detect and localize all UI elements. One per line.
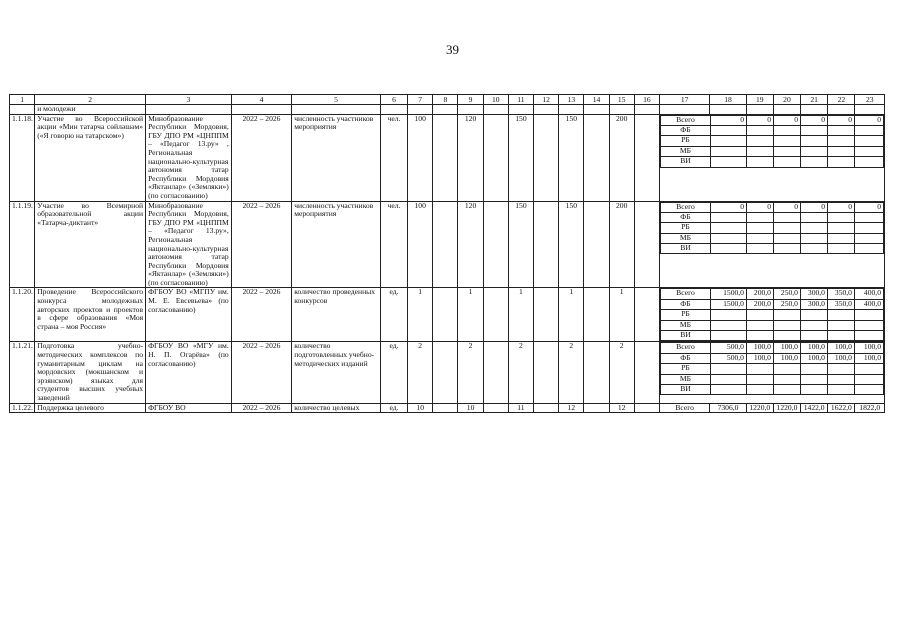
item-number: 1.1.20.	[10, 288, 35, 342]
finance-value	[827, 146, 854, 156]
indicator-value-13: 12	[559, 403, 584, 413]
indicator-value-13: 150	[559, 114, 584, 201]
finance-value: 100,0	[773, 343, 800, 353]
finance-value	[800, 384, 827, 394]
finance-value: 1220,0	[746, 403, 773, 413]
finance-row	[660, 374, 883, 384]
finance-value	[800, 212, 827, 222]
finance-value: 0	[746, 115, 773, 125]
finance-row	[660, 202, 883, 212]
column-number-1: 1	[10, 95, 35, 105]
indicator-value-14	[584, 288, 609, 342]
column-number-23: 23	[855, 95, 885, 105]
finance-row	[660, 115, 883, 125]
finance-value	[773, 136, 800, 146]
column-number-17: 17	[659, 95, 709, 105]
column-number-2: 2	[35, 95, 146, 105]
indicator-value-7: 1	[408, 288, 433, 342]
finance-value	[710, 364, 746, 374]
indicator-value-16	[634, 201, 659, 288]
fund-label: ВИ	[660, 331, 710, 341]
period: 2022 – 2026	[231, 201, 291, 288]
indicator-value-15: 200	[609, 201, 634, 288]
column-number-9: 9	[458, 95, 483, 105]
column-number-7: 7	[408, 95, 433, 105]
fund-label: ВИ	[660, 384, 710, 394]
indicator-value-7: 100	[408, 201, 433, 288]
unit: ед.	[380, 403, 407, 413]
fund-label: ФБ	[660, 212, 710, 222]
finance-value	[800, 125, 827, 135]
unit: ед.	[380, 342, 407, 403]
column-number-10: 10	[483, 95, 508, 105]
finance-value	[827, 136, 854, 146]
finance-value	[854, 244, 883, 254]
fund-label: МБ	[660, 146, 710, 156]
finance-value	[773, 364, 800, 374]
finance-value	[827, 364, 854, 374]
item-name: Поддержка целевого	[35, 403, 146, 413]
column-number-3: 3	[146, 95, 232, 105]
finance-value	[746, 223, 773, 233]
finance-value: 0	[773, 115, 800, 125]
finance-value: 200,0	[746, 299, 773, 309]
finance-table	[660, 202, 884, 255]
indicator-value-9: 120	[458, 114, 483, 201]
finance-value	[773, 244, 800, 254]
indicator-value-15: 1	[609, 288, 634, 342]
item-name: Участие во Всемирной образовательной акции «Татарча-диктант»	[35, 201, 146, 288]
indicator-value-9: 120	[458, 201, 483, 288]
continuation-row	[10, 105, 885, 115]
finance-value	[710, 157, 746, 167]
indicator: численность участников мероприятия	[292, 114, 381, 201]
finance-value: 100,0	[773, 353, 800, 363]
finance-value: 0	[800, 202, 827, 212]
executor: Минобразование Республики Мордовия, ГБУ ДПО РМ «ЦНППМ – «Педагог 13.ру», Региональная национально-культурная автономия татар Республики Мордовия «Яктанлар» («Земляки») (по согласованию)	[146, 201, 232, 288]
finance-value: 1220,0	[773, 403, 800, 413]
finance-value	[800, 136, 827, 146]
finance-value	[746, 364, 773, 374]
finance-value	[854, 364, 883, 374]
indicator-value-12	[534, 342, 559, 403]
finance-value	[827, 320, 854, 330]
indicator-value-15: 2	[609, 342, 634, 403]
table-row	[10, 114, 885, 201]
fund-label: МБ	[660, 320, 710, 330]
finance-value: 0	[746, 202, 773, 212]
finance-value: 100,0	[827, 353, 854, 363]
executor: Минобразование Республики Мордовия, ГБУ ДПО РМ «ЦНППМ – «Педагог 13.ру» , Региональная национально-культурная автономия татар Республики Мордовия «Яктанлар» («Земляки») (по согласованию)	[146, 114, 232, 201]
finance-row	[660, 310, 883, 320]
item-number: 1.1.22.	[10, 403, 35, 413]
finance-value: 350,0	[827, 299, 854, 309]
indicator-value-7: 10	[408, 403, 433, 413]
column-number-8: 8	[433, 95, 458, 105]
fund-label: Всего	[660, 289, 710, 299]
finance-value	[827, 244, 854, 254]
finance-value	[827, 233, 854, 243]
finance-value	[800, 244, 827, 254]
finance-value	[827, 125, 854, 135]
finance-value	[746, 310, 773, 320]
finance-value	[854, 331, 883, 341]
finance-value	[710, 146, 746, 156]
executor: ФГБОУ ВО «МГПУ им. М. Е. Евсевьева» (по согласованию)	[146, 288, 232, 342]
finance-value: 1822,0	[855, 403, 885, 413]
finance-value	[827, 212, 854, 222]
fund-label: ФБ	[660, 299, 710, 309]
column-number-12: 12	[534, 95, 559, 105]
column-number-21: 21	[801, 95, 828, 105]
finance-value	[710, 125, 746, 135]
indicator-value-12	[534, 114, 559, 201]
table-row	[10, 342, 885, 403]
finance-value	[773, 212, 800, 222]
column-number-11: 11	[508, 95, 533, 105]
finance-value	[800, 233, 827, 243]
indicator-value-13: 2	[559, 342, 584, 403]
finance-value	[773, 384, 800, 394]
indicator-value-15: 200	[609, 114, 634, 201]
period: 2022 – 2026	[231, 114, 291, 201]
finance-value: 200,0	[746, 289, 773, 299]
indicator-value-8	[433, 288, 458, 342]
fund-label: ФБ	[660, 353, 710, 363]
finance-table	[660, 115, 884, 168]
finance-value: 400,0	[854, 289, 883, 299]
finance-value: 1500,0	[710, 299, 746, 309]
indicator-value-9: 2	[458, 342, 483, 403]
finance-value	[746, 146, 773, 156]
finance-value	[854, 223, 883, 233]
fund-label: ФБ	[660, 125, 710, 135]
finance-row	[660, 320, 883, 330]
column-number-15: 15	[609, 95, 634, 105]
fund-label: ВИ	[660, 244, 710, 254]
finance-value	[710, 384, 746, 394]
fund-label: РБ	[660, 310, 710, 320]
finance-block	[659, 288, 884, 342]
fund-label: Всего	[659, 403, 709, 413]
finance-value	[854, 136, 883, 146]
finance-value: 100,0	[800, 353, 827, 363]
page-number: 39	[446, 42, 459, 57]
indicator-value-12	[534, 201, 559, 288]
finance-value	[773, 310, 800, 320]
item-name: Проведение Всероссийского конкурса молодежных авторских проектов и проектов в сфере образования «Моя страна – моя Россия»	[35, 288, 146, 342]
finance-value: 350,0	[827, 289, 854, 299]
indicator-value-16	[634, 342, 659, 403]
unit: чел.	[380, 114, 407, 201]
finance-value	[854, 310, 883, 320]
finance-value: 100,0	[746, 343, 773, 353]
finance-value	[746, 331, 773, 341]
indicator-value-12	[534, 288, 559, 342]
finance-block	[659, 342, 884, 403]
finance-value: 0	[773, 202, 800, 212]
unit: чел.	[380, 201, 407, 288]
fund-label: Всего	[660, 202, 710, 212]
finance-value	[710, 374, 746, 384]
finance-value	[773, 125, 800, 135]
indicator-value-10	[483, 342, 508, 403]
finance-value	[773, 233, 800, 243]
finance-value: 0	[710, 115, 746, 125]
program-table	[9, 94, 885, 413]
finance-value	[710, 244, 746, 254]
column-number-19: 19	[746, 95, 773, 105]
finance-value: 1500,0	[710, 289, 746, 299]
fund-label: ВИ	[660, 157, 710, 167]
finance-value	[800, 146, 827, 156]
column-number-14: 14	[584, 95, 609, 105]
unit: ед.	[380, 288, 407, 342]
indicator-value-7: 2	[408, 342, 433, 403]
item-number: 1.1.21.	[10, 342, 35, 403]
indicator: количество проведенных конкурсов	[292, 288, 381, 342]
finance-row	[660, 136, 883, 146]
fund-label: РБ	[660, 364, 710, 374]
indicator-value-8	[433, 403, 458, 413]
column-number-row	[10, 95, 885, 105]
finance-value	[800, 310, 827, 320]
finance-row	[660, 146, 883, 156]
finance-row	[660, 384, 883, 394]
finance-value: 0	[854, 115, 883, 125]
finance-row	[660, 331, 883, 341]
finance-value	[746, 212, 773, 222]
indicator: количество целевых	[292, 403, 381, 413]
indicator-value-11: 2	[508, 342, 533, 403]
finance-value	[827, 157, 854, 167]
table-row-partial	[10, 403, 885, 413]
finance-row	[660, 343, 883, 353]
item-number: 1.1.18.	[10, 114, 35, 201]
indicator-value-16	[634, 114, 659, 201]
finance-value	[746, 374, 773, 384]
column-number-18: 18	[710, 95, 746, 105]
column-number-13: 13	[559, 95, 584, 105]
finance-row	[660, 212, 883, 222]
finance-value	[746, 136, 773, 146]
finance-value	[800, 157, 827, 167]
column-number-6: 6	[380, 95, 407, 105]
finance-value: 250,0	[773, 289, 800, 299]
finance-row	[660, 353, 883, 363]
finance-value: 0	[827, 115, 854, 125]
indicator-value-7: 100	[408, 114, 433, 201]
finance-value	[710, 320, 746, 330]
finance-value	[746, 244, 773, 254]
fund-label: РБ	[660, 223, 710, 233]
finance-value: 100,0	[827, 343, 854, 353]
finance-value	[710, 331, 746, 341]
column-number-20: 20	[773, 95, 800, 105]
finance-row	[660, 157, 883, 167]
period: 2022 – 2026	[231, 342, 291, 403]
finance-value	[746, 233, 773, 243]
finance-value	[827, 331, 854, 341]
finance-value	[800, 374, 827, 384]
finance-value	[773, 223, 800, 233]
fund-label: РБ	[660, 136, 710, 146]
finance-value	[827, 310, 854, 320]
item-name: Подготовка учебно-методических комплексов по гуманитарным циклам на мордовских (мокшанском и эрзянском) языках для студентов высших учебных заведений	[35, 342, 146, 403]
finance-value	[773, 146, 800, 156]
table-row	[10, 201, 885, 288]
finance-value	[710, 223, 746, 233]
finance-block	[659, 114, 884, 201]
indicator-value-11: 150	[508, 201, 533, 288]
finance-value	[854, 233, 883, 243]
finance-value: 0	[710, 202, 746, 212]
finance-value	[773, 157, 800, 167]
indicator-value-8	[433, 201, 458, 288]
finance-value	[854, 146, 883, 156]
indicator-value-10	[483, 403, 508, 413]
finance-table	[660, 342, 884, 395]
finance-row	[660, 364, 883, 374]
period: 2022 – 2026	[231, 288, 291, 342]
indicator-value-16	[634, 288, 659, 342]
fund-label: Всего	[660, 115, 710, 125]
finance-value: 7306,0	[710, 403, 746, 413]
executor: ФГБОУ ВО «МГУ им. Н. П. Огарёва» (по согласованию)	[146, 342, 232, 403]
indicator-value-9: 1	[458, 288, 483, 342]
fund-label: МБ	[660, 233, 710, 243]
finance-value: 250,0	[773, 299, 800, 309]
finance-row	[660, 289, 883, 299]
indicator-value-11: 150	[508, 114, 533, 201]
indicator: количество подготовленных учебно-методических изданий	[292, 342, 381, 403]
indicator-value-15: 12	[609, 403, 634, 413]
indicator-value-13: 150	[559, 201, 584, 288]
finance-value	[854, 320, 883, 330]
indicator-value-11: 11	[508, 403, 533, 413]
finance-value: 100,0	[800, 343, 827, 353]
finance-value	[827, 223, 854, 233]
finance-value	[746, 384, 773, 394]
finance-value: 1422,0	[801, 403, 828, 413]
indicator-value-14	[584, 403, 609, 413]
indicator-value-9: 10	[458, 403, 483, 413]
finance-value	[773, 331, 800, 341]
indicator-value-8	[433, 114, 458, 201]
finance-block	[659, 201, 884, 288]
finance-value: 100,0	[854, 343, 883, 353]
indicator-value-16	[634, 403, 659, 413]
finance-row	[660, 233, 883, 243]
finance-value: 300,0	[800, 299, 827, 309]
indicator-value-14	[584, 114, 609, 201]
finance-value	[800, 223, 827, 233]
finance-value	[773, 320, 800, 330]
finance-value	[854, 157, 883, 167]
finance-value	[854, 125, 883, 135]
indicator-value-12	[534, 403, 559, 413]
indicator-value-14	[584, 342, 609, 403]
indicator-value-10	[483, 288, 508, 342]
indicator-value-10	[483, 114, 508, 201]
fund-label: Всего	[660, 343, 710, 353]
finance-value: 100,0	[746, 353, 773, 363]
finance-value	[746, 157, 773, 167]
column-number-5: 5	[292, 95, 381, 105]
period: 2022 – 2026	[231, 403, 291, 413]
finance-value: 300,0	[800, 289, 827, 299]
finance-value	[827, 374, 854, 384]
finance-table	[660, 288, 884, 341]
indicator-value-11: 1	[508, 288, 533, 342]
finance-value	[800, 364, 827, 374]
finance-row	[660, 125, 883, 135]
finance-row	[660, 223, 883, 233]
executor: ФГБОУ ВО	[146, 403, 232, 413]
column-number-16: 16	[634, 95, 659, 105]
table-row	[10, 288, 885, 342]
indicator-value-13: 1	[559, 288, 584, 342]
finance-value: 500,0	[710, 353, 746, 363]
finance-value	[854, 212, 883, 222]
finance-row	[660, 244, 883, 254]
finance-value	[854, 384, 883, 394]
finance-value: 0	[800, 115, 827, 125]
finance-value	[827, 384, 854, 394]
finance-value	[746, 125, 773, 135]
column-number-4: 4	[231, 95, 291, 105]
finance-value: 1622,0	[828, 403, 855, 413]
column-number-22: 22	[828, 95, 855, 105]
finance-value: 100,0	[854, 353, 883, 363]
finance-value: 400,0	[854, 299, 883, 309]
finance-row	[660, 299, 883, 309]
indicator-value-8	[433, 342, 458, 403]
indicator-value-14	[584, 201, 609, 288]
finance-value: 0	[827, 202, 854, 212]
finance-value	[710, 310, 746, 320]
finance-value	[710, 233, 746, 243]
finance-value	[854, 374, 883, 384]
item-name: Участие во Всероссийской акции «Мин татарча сөйләшәм» («Я говорю на татарском»)	[35, 114, 146, 201]
finance-value	[710, 212, 746, 222]
indicator: численность участников мероприятия	[292, 201, 381, 288]
finance-value	[800, 320, 827, 330]
finance-value	[710, 136, 746, 146]
finance-value	[773, 374, 800, 384]
finance-value	[800, 331, 827, 341]
finance-value: 0	[854, 202, 883, 212]
finance-value: 500,0	[710, 343, 746, 353]
item-number: 1.1.19.	[10, 201, 35, 288]
finance-value	[746, 320, 773, 330]
continuation-text: и молодежи	[35, 105, 146, 115]
indicator-value-10	[483, 201, 508, 288]
fund-label: МБ	[660, 374, 710, 384]
